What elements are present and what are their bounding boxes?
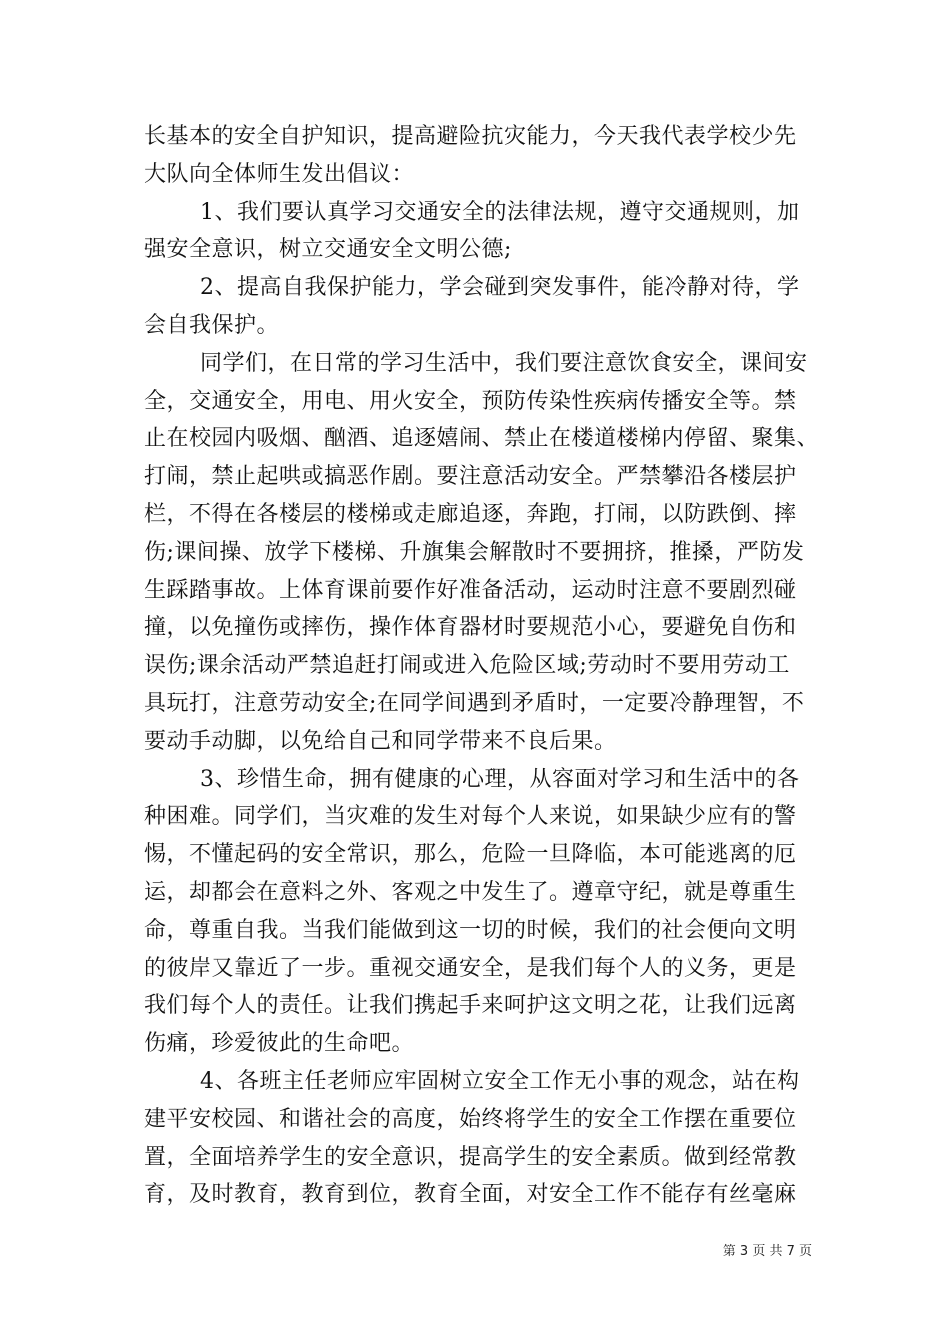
text-line: 命，尊重自我。当我们能做到这一切的时候，我们的社会便向文明 [144,917,797,943]
text-line: 止在校园内吸烟、酗酒、追逐嬉闹、禁止在楼道楼梯内停留、聚集、 [144,426,820,452]
text-line: 我们每个人的责任。让我们携起手来呵护这文明之花，让我们远离 [144,993,797,1019]
text-line: 伤;课间操、放学下楼梯、升旗集会解散时不要拥挤，推搡，严防发 [144,539,805,565]
text-line: 的彼岸又靠近了一步。重视交通安全，是我们每个人的义务，更是 [144,955,797,981]
document-body [144,118,820,1214]
text-line: 具玩打，注意劳动安全;在同学间遇到矛盾时，一定要冷静理智，不 [144,690,805,716]
text-line: 惕，不懂起码的安全常识，那么，危险一旦降临，本可能逃离的厄 [144,842,797,868]
text-line: 误伤;课余活动严禁追赶打闹或进入危险区域;劳动时不要用劳动工 [144,653,790,679]
text-line: 大队向全体师生发出倡议： [144,161,415,187]
text-line: 运，却都会在意料之外、客观之中发生了。遵章守纪，就是尊重生 [144,879,797,905]
text-line: 建平安校园、和谐社会的高度，始终将学生的安全工作摆在重要位 [144,1106,797,1132]
text-line: 生踩踏事故。上体育课前要作好准备活动，运动时注意不要剧烈碰 [144,577,797,603]
text-line: 同学们，在日常的学习生活中，我们要注意饮食安全，课间安 [200,350,808,376]
text-line: 撞，以免撞伤或摔伤，操作体育器材时要规范小心，要避免自伤和 [144,615,797,641]
text-line: 1、我们要认真学习交通安全的法律法规，遵守交通规则，加 [200,199,800,225]
text-line: 栏，不得在各楼层的楼梯或走廊追逐，奔跑，打闹，以防跌倒、摔 [144,501,797,527]
text-line: 4、各班主任老师应牢固树立安全工作无小事的观念，站在构 [200,1068,800,1094]
text-line: 长基本的安全自护知识，提高避险抗灾能力，今天我代表学校少先 [144,124,797,149]
text-line: 强安全意识，树立交通安全文明公德; [144,237,512,263]
text-line: 伤痛，珍爱彼此的生命吧。 [144,1031,415,1057]
text-line: 全，交通安全，用电、用火安全，预防传染性疾病传播安全等。禁 [144,388,797,414]
page-number: 第 3 页 共 7 页 [722,1244,812,1259]
text-line: 2、提高自我保护能力，学会碰到突发事件，能冷静对待，学 [200,275,800,301]
text-line: 打闹，禁止起哄或搞恶作剧。要注意活动安全。严禁攀沿各楼层护 [144,464,797,490]
text-line: 育，及时教育，教育到位，教育全面，对安全工作不能存有丝毫麻 [144,1182,797,1208]
text-line: 种困难。同学们，当灾难的发生对每个人来说，如果缺少应有的警 [144,804,797,830]
text-line: 3、珍惜生命，拥有健康的心理，从容面对学习和生活中的各 [200,766,800,792]
text-line: 要动手动脚，以免给自己和同学带来不良后果。 [144,728,617,754]
text-line: 会自我保护。 [144,312,280,338]
text-line: 置，全面培养学生的安全意识，提高学生的安全素质。做到经常教 [144,1144,797,1170]
